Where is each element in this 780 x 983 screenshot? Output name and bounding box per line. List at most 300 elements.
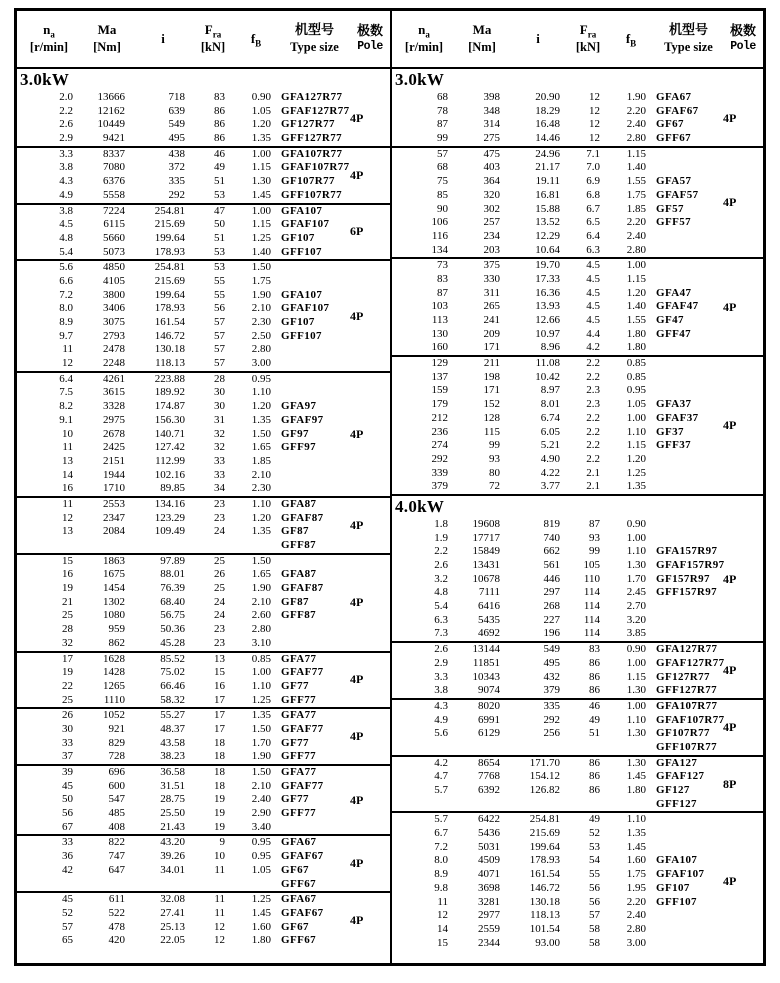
table-row xyxy=(392,357,723,371)
cell-ma: 10449 xyxy=(97,118,125,131)
cell-fra: 9 xyxy=(219,836,225,849)
table-row xyxy=(17,750,350,764)
cell-ma: 2151 xyxy=(103,454,125,467)
table-row xyxy=(392,341,723,355)
pole-label: 4P xyxy=(350,792,364,807)
cell-na: 292 xyxy=(431,452,448,465)
cell-i: 39.26 xyxy=(160,850,185,863)
cell-fb: 1.15 xyxy=(251,161,271,174)
cell-type: GF127R77 xyxy=(281,118,335,131)
cell-ma: 408 xyxy=(108,820,125,833)
cell-i: 21.17 xyxy=(535,161,560,174)
table-row xyxy=(392,273,723,287)
cell-i: 34.01 xyxy=(160,863,185,876)
cell-type: GFF107 xyxy=(281,329,322,342)
cell-na: 2.6 xyxy=(59,118,73,131)
cell-fra: 52 xyxy=(589,827,600,840)
cell-na: 4.9 xyxy=(59,188,73,201)
cell-na: 11 xyxy=(437,895,448,908)
cell-na: 87 xyxy=(437,286,448,299)
cell-na: 8.9 xyxy=(59,316,73,328)
cell-i: 215.69 xyxy=(529,827,560,840)
rating-block xyxy=(392,355,763,494)
cell-ma: 2347 xyxy=(103,511,125,524)
cell-i: 156.30 xyxy=(154,413,185,426)
table-row xyxy=(392,784,723,798)
cell-fb: 1.15 xyxy=(626,147,646,160)
cell-fra: 86 xyxy=(589,656,600,669)
rating-block xyxy=(392,811,763,950)
cell-type: GFAF77 xyxy=(281,779,324,792)
cell-type: GFA107 xyxy=(281,288,323,301)
cell-fra: 86 xyxy=(214,118,225,131)
cell-fra: 110 xyxy=(583,572,600,585)
rating-block xyxy=(17,91,390,146)
table-row xyxy=(392,453,723,467)
table-row xyxy=(17,232,350,246)
cell-fb: 1.00 xyxy=(626,411,646,424)
cell-fb: 1.15 xyxy=(626,670,646,683)
cell-ma: 1454 xyxy=(103,582,125,595)
cell-type: GFAF67 xyxy=(656,104,699,117)
rating-block xyxy=(392,698,763,755)
column-header-unit: [r/min] xyxy=(29,40,69,55)
cell-fb: 1.00 xyxy=(626,699,646,712)
cell-i: 15.88 xyxy=(535,202,560,215)
cell-ma: 4261 xyxy=(103,372,125,385)
cell-type: GFF107 xyxy=(656,895,697,908)
table-row xyxy=(392,384,723,398)
cell-fb: 2.40 xyxy=(251,793,271,806)
cell-ma: 6991 xyxy=(478,713,500,726)
cell-i: 146.72 xyxy=(154,329,185,342)
cell-ma: 2793 xyxy=(103,329,125,342)
column-header-main: i xyxy=(536,30,540,46)
cell-i: 335 xyxy=(543,699,560,712)
table-row xyxy=(392,700,723,714)
cell-i: 13.93 xyxy=(535,300,560,313)
cell-ma: 420 xyxy=(108,934,125,947)
cell-na: 6.7 xyxy=(434,827,448,840)
cell-fra: 2.2 xyxy=(586,357,600,370)
cell-fb: 1.90 xyxy=(251,288,271,301)
cell-ma: 2425 xyxy=(103,441,125,454)
cell-type: GFF77 xyxy=(281,807,316,820)
cell-fb: 0.95 xyxy=(251,372,271,385)
cell-fb: 1.90 xyxy=(251,750,271,763)
column-header-main: i xyxy=(161,30,165,46)
table-row xyxy=(17,934,350,948)
pole-label: 4P xyxy=(723,719,737,734)
cell-type: GFAF107R77 xyxy=(281,161,350,174)
cell-fb: 1.40 xyxy=(626,300,646,313)
cell-fb: 3.00 xyxy=(251,357,271,370)
cell-fra: 53 xyxy=(214,245,225,258)
table-row xyxy=(392,545,723,559)
cell-type: GF107R77 xyxy=(281,175,335,188)
pole-label: 4P xyxy=(723,110,737,125)
block-rows xyxy=(17,205,350,260)
cell-na: 4.2 xyxy=(434,756,448,769)
cell-type: GFAF157R97 xyxy=(656,559,725,571)
cell-type: GFA87 xyxy=(281,497,317,510)
cell-fra: 51 xyxy=(214,231,225,244)
cell-fb: 1.30 xyxy=(626,727,646,740)
cell-na: 116 xyxy=(431,229,448,242)
cell-fb: 1.05 xyxy=(251,863,271,876)
cell-i: 43.20 xyxy=(160,836,185,849)
cell-ma: 209 xyxy=(483,327,500,340)
cell-i: 45.28 xyxy=(160,636,185,649)
table-row xyxy=(392,923,723,937)
cell-fra: 2.2 xyxy=(586,411,600,424)
cell-type: GF77 xyxy=(281,736,309,749)
cell-fb: 2.40 xyxy=(626,229,646,242)
cell-fra: 23 xyxy=(214,636,225,649)
cell-i: 20.90 xyxy=(535,91,560,103)
cell-fra: 86 xyxy=(589,684,600,697)
cell-na: 28 xyxy=(62,623,73,636)
cell-ma: 311 xyxy=(483,286,500,299)
column-header-pole xyxy=(723,23,763,55)
cell-i: 268 xyxy=(543,600,560,613)
table-row xyxy=(392,439,723,453)
table-panel-right xyxy=(390,11,763,963)
cell-fb: 2.20 xyxy=(626,104,646,117)
cell-i: 38.23 xyxy=(160,750,185,763)
cell-na: 85 xyxy=(437,188,448,201)
column-header-na xyxy=(392,22,456,55)
cell-fb: 1.85 xyxy=(251,454,271,467)
cell-fra: 34 xyxy=(214,482,225,495)
cell-type: GFAF57 xyxy=(656,188,699,201)
cell-i: 12.29 xyxy=(535,229,560,242)
cell-type: GFA77 xyxy=(281,766,317,778)
cell-fra: 49 xyxy=(214,161,225,174)
cell-na: 379 xyxy=(431,480,448,493)
cell-fra: 114 xyxy=(583,613,600,626)
cell-na: 25 xyxy=(62,693,73,706)
cell-na: 75 xyxy=(437,175,448,188)
cell-ma: 2977 xyxy=(478,909,500,922)
table-row xyxy=(392,868,723,882)
cell-na: 73 xyxy=(437,259,448,272)
cell-i: 130.18 xyxy=(154,343,185,356)
column-header-main: Ma xyxy=(472,22,492,38)
table-row xyxy=(17,246,350,260)
rating-block xyxy=(17,651,390,708)
column-header-main: 极数 xyxy=(356,23,383,39)
cell-type: GFA57 xyxy=(656,175,692,188)
cell-na: 11 xyxy=(62,497,73,510)
cell-fra: 24 xyxy=(214,609,225,622)
cell-na: 8.2 xyxy=(59,400,73,413)
table-row xyxy=(392,189,723,203)
cell-na: 130 xyxy=(431,327,448,340)
pole-label: 4P xyxy=(350,426,364,441)
block-rows xyxy=(17,148,350,203)
cell-i: 21.43 xyxy=(160,820,185,833)
cell-i: 36.58 xyxy=(160,766,185,778)
cell-type: GFAF47 xyxy=(656,300,699,313)
cell-type: GFF107 xyxy=(281,245,322,258)
cell-ma: 6115 xyxy=(103,218,125,231)
cell-fb: 1.95 xyxy=(626,881,646,894)
table-row xyxy=(392,559,723,573)
cell-ma: 115 xyxy=(483,425,500,438)
block-rows xyxy=(17,766,350,834)
cell-fb: 2.10 xyxy=(251,302,271,315)
pole-label: 4P xyxy=(350,308,364,323)
cell-i: 18.29 xyxy=(535,104,560,117)
cell-ma: 747 xyxy=(108,850,125,863)
cell-fra: 32 xyxy=(214,441,225,454)
table-row xyxy=(17,441,350,455)
cell-ma: 3328 xyxy=(103,400,125,413)
cell-ma: 398 xyxy=(483,91,500,103)
cell-na: 3.8 xyxy=(59,204,73,217)
table-row xyxy=(392,798,723,812)
cell-i: 639 xyxy=(168,104,185,117)
cell-i: 48.37 xyxy=(160,722,185,735)
cell-na: 7.2 xyxy=(434,840,448,853)
cell-i: 11.08 xyxy=(535,357,560,370)
cell-type: GFAF107R77 xyxy=(656,713,725,726)
cell-fb: 1.10 xyxy=(626,545,646,558)
block-rows xyxy=(17,373,350,496)
cell-ma: 1428 xyxy=(103,666,125,679)
cell-na: 4.5 xyxy=(59,218,73,231)
table-row xyxy=(17,723,350,737)
cell-fb: 1.20 xyxy=(626,286,646,299)
rating-block xyxy=(17,707,390,764)
cell-fra: 83 xyxy=(214,91,225,103)
cell-i: 10.64 xyxy=(535,243,560,256)
table-row xyxy=(392,671,723,685)
table-row xyxy=(17,118,350,132)
cell-ma: 7768 xyxy=(478,770,500,783)
cell-fb: 0.90 xyxy=(626,643,646,656)
column-header-unit: Type size xyxy=(664,40,713,55)
cell-na: 4.7 xyxy=(434,770,448,783)
cell-fra: 99 xyxy=(589,545,600,558)
cell-i: 56.75 xyxy=(160,609,185,622)
cell-fra: 33 xyxy=(214,454,225,467)
cell-i: 50.36 xyxy=(160,623,185,636)
table-row xyxy=(17,205,350,219)
cell-type: GFF67 xyxy=(656,132,691,145)
cell-fb: 2.90 xyxy=(251,807,271,820)
cell-ma: 6416 xyxy=(478,600,500,613)
block-rows xyxy=(17,261,350,371)
cell-fb: 1.35 xyxy=(251,525,271,538)
cell-i: 66.46 xyxy=(160,679,185,692)
cell-type: GFF77 xyxy=(281,693,316,706)
cell-fra: 30 xyxy=(214,386,225,399)
pole-label: 4P xyxy=(723,663,737,677)
cell-fra: 7.1 xyxy=(586,147,600,160)
cell-fra: 30 xyxy=(214,400,225,413)
cell-ma: 93 xyxy=(489,452,500,465)
cell-fra: 53 xyxy=(214,261,225,274)
table-row xyxy=(17,512,350,526)
cell-fra: 86 xyxy=(214,132,225,145)
cell-fb: 1.25 xyxy=(626,466,646,479)
table-row xyxy=(392,132,723,146)
table-row xyxy=(17,302,350,316)
cell-na: 103 xyxy=(431,300,448,313)
cell-na: 37 xyxy=(62,750,73,763)
cell-na: 9.1 xyxy=(59,413,73,426)
cell-ma: 1628 xyxy=(103,652,125,665)
pole-label: 4P xyxy=(350,913,364,928)
cell-type: GFF87 xyxy=(281,609,316,622)
cell-i: 335 xyxy=(168,175,185,188)
cell-fb: 1.00 xyxy=(251,204,271,217)
cell-fra: 57 xyxy=(589,909,600,922)
pole-label: 4P xyxy=(350,729,364,744)
cell-ma: 1675 xyxy=(103,568,125,581)
column-header-fra xyxy=(193,22,233,55)
cell-ma: 320 xyxy=(483,188,500,201)
cell-ma: 257 xyxy=(483,216,500,229)
cell-na: 2.6 xyxy=(434,559,448,571)
cell-type: GFF127R77 xyxy=(281,132,343,145)
cell-type: GF37 xyxy=(656,425,684,438)
table-row xyxy=(392,909,723,923)
cell-type: GFA157R97 xyxy=(656,545,718,558)
cell-fra: 17 xyxy=(214,722,225,735)
cell-type: GFF77 xyxy=(281,750,316,763)
cell-type: GF107R77 xyxy=(656,727,710,740)
cell-fb: 1.30 xyxy=(251,175,271,188)
cell-fra: 18 xyxy=(214,736,225,749)
rating-block xyxy=(392,146,763,258)
cell-i: 161.54 xyxy=(529,868,560,881)
cell-i: 256 xyxy=(543,727,560,740)
cell-na: 87 xyxy=(437,118,448,131)
cell-fb: 1.10 xyxy=(626,813,646,826)
cell-fra: 58 xyxy=(589,922,600,935)
cell-i: 25.13 xyxy=(160,920,185,933)
pole-label: 4P xyxy=(723,874,737,889)
cell-na: 56 xyxy=(62,807,73,820)
cell-fra: 4.5 xyxy=(586,286,600,299)
column-header-type xyxy=(279,22,350,55)
cell-i: 27.41 xyxy=(160,906,185,919)
cell-ma: 9074 xyxy=(478,684,500,697)
section-title: 3.0kW xyxy=(20,70,70,89)
column-header-unit: [kN] xyxy=(200,40,226,55)
cell-fra: 57 xyxy=(214,316,225,328)
column-header-unit: [Nm] xyxy=(468,40,496,55)
cell-na: 11 xyxy=(62,343,73,356)
column-header-fb xyxy=(608,31,654,48)
cell-fra: 6.4 xyxy=(586,229,600,242)
cell-fra: 4.4 xyxy=(586,327,600,340)
cell-i: 14.46 xyxy=(535,132,560,145)
table-panel-left xyxy=(17,11,390,963)
cell-i: 58.32 xyxy=(160,693,185,706)
cell-fb: 3.20 xyxy=(626,613,646,626)
cell-fra: 18 xyxy=(214,766,225,778)
cell-i: 740 xyxy=(543,531,560,544)
cell-na: 159 xyxy=(431,384,448,397)
cell-type: GFF127R77 xyxy=(656,684,718,697)
cell-ma: 1080 xyxy=(103,609,125,622)
cell-na: 13 xyxy=(62,454,73,467)
cell-fb: 2.10 xyxy=(251,595,271,608)
cell-fra: 86 xyxy=(589,784,600,796)
cell-ma: 275 xyxy=(483,132,500,145)
cell-fb: 1.05 xyxy=(626,398,646,411)
cell-fra: 55 xyxy=(214,288,225,301)
cell-fb: 1.55 xyxy=(626,314,646,326)
cell-ma: 2248 xyxy=(103,357,125,370)
cell-type: GF107 xyxy=(281,316,315,328)
section-title: 4.0kW xyxy=(395,496,445,516)
column-header-i xyxy=(508,31,568,48)
table-row xyxy=(392,175,723,189)
cell-fra: 105 xyxy=(583,559,600,571)
cell-fra: 17 xyxy=(214,693,225,706)
table-row xyxy=(392,643,723,657)
rating-block xyxy=(392,518,763,641)
table-row xyxy=(17,482,350,496)
cell-fb: 3.40 xyxy=(251,820,271,833)
cell-na: 32 xyxy=(62,636,73,649)
cell-fb: 1.40 xyxy=(626,161,646,174)
cell-i: 130.18 xyxy=(529,895,560,908)
cell-type: GF87 xyxy=(281,525,309,538)
cell-type: GFAF37 xyxy=(656,411,699,424)
cell-fb: 1.00 xyxy=(626,259,646,272)
table-row xyxy=(17,737,350,751)
cell-ma: 9421 xyxy=(103,132,125,145)
cell-type: GFF47 xyxy=(656,327,691,340)
cell-fb: 1.20 xyxy=(626,452,646,465)
cell-fb: 2.40 xyxy=(626,118,646,131)
cell-fb: 2.80 xyxy=(251,343,271,356)
cell-fb: 1.35 xyxy=(251,709,271,722)
cell-fra: 86 xyxy=(214,104,225,117)
cell-fb: 2.60 xyxy=(251,609,271,622)
cell-type: GF67 xyxy=(281,920,309,933)
cell-ma: 364 xyxy=(483,175,500,188)
block-rows xyxy=(392,148,723,258)
rating-block xyxy=(392,257,763,355)
cell-fb: 1.05 xyxy=(251,104,271,117)
cell-fb: 0.90 xyxy=(251,91,271,103)
cell-na: 6.3 xyxy=(434,613,448,626)
cell-type: GFAF77 xyxy=(281,666,324,679)
table-row xyxy=(392,573,723,587)
cell-na: 5.6 xyxy=(434,727,448,740)
cell-ma: 475 xyxy=(483,147,500,160)
cell-fb: 0.90 xyxy=(626,517,646,530)
rating-block xyxy=(17,764,390,834)
table-row xyxy=(392,727,723,741)
cell-fb: 2.80 xyxy=(251,623,271,636)
cell-fra: 19 xyxy=(214,820,225,833)
cell-na: 50 xyxy=(62,793,73,806)
table-row xyxy=(392,518,723,532)
cell-fb: 1.70 xyxy=(626,572,646,585)
cell-na: 12 xyxy=(62,357,73,370)
cell-fra: 6.9 xyxy=(586,175,600,188)
rating-block xyxy=(392,755,763,812)
cell-na: 8.0 xyxy=(434,854,448,867)
